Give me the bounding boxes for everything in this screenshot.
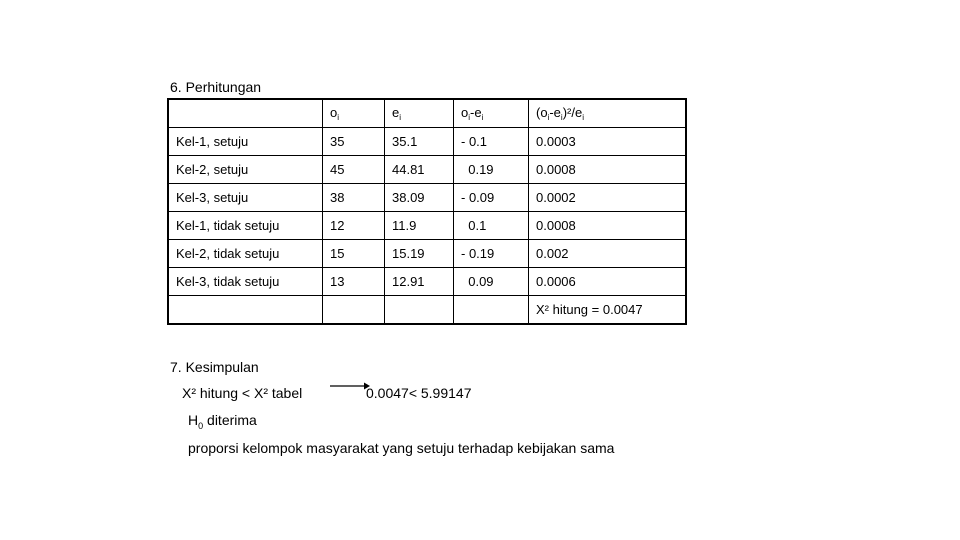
total-empty-cell — [454, 296, 529, 325]
table-row — [168, 212, 686, 240]
expected-value: 11.9 — [385, 212, 454, 240]
chi-component-value: 0.002 — [529, 240, 687, 268]
table-total-row — [168, 296, 686, 325]
table-header-row — [168, 99, 686, 128]
table-row — [168, 268, 686, 296]
expected-value: 38.09 — [385, 184, 454, 212]
chi-component-value: 0.0008 — [529, 156, 687, 184]
observed-value: 15 — [323, 240, 385, 268]
table-row — [168, 156, 686, 184]
expected-value: 44.81 — [385, 156, 454, 184]
total-empty-cell — [323, 296, 385, 325]
header-diff: $o_i-e_i$ — [454, 99, 529, 128]
section-7-title: 7. Kesimpulan — [170, 359, 259, 375]
difference-value: 0.19 — [454, 156, 529, 184]
chi-component-value: 0.0008 — [529, 212, 687, 240]
row-label: Kel-2, setuju — [168, 156, 323, 184]
difference-value: - 0.19 — [454, 240, 529, 268]
expected-value: 35.1 — [385, 128, 454, 156]
arrow-right-icon — [330, 381, 370, 391]
chi-square-total: X² hitung = 0.0047 — [529, 296, 687, 325]
observed-value: 38 — [323, 184, 385, 212]
h0-decision: $H_0$ diterima — [188, 412, 257, 431]
expected-value: 15.19 — [385, 240, 454, 268]
table-row — [168, 128, 686, 156]
difference-value: - 0.1 — [454, 128, 529, 156]
row-label: Kel-3, setuju — [168, 184, 323, 212]
observed-value: 12 — [323, 212, 385, 240]
header-e: $e_i$ — [385, 99, 454, 128]
observed-value: 13 — [323, 268, 385, 296]
row-label: Kel-3, tidak setuju — [168, 268, 323, 296]
difference-value: 0.09 — [454, 268, 529, 296]
calculation-table — [167, 98, 687, 325]
table-row — [168, 184, 686, 212]
row-label: Kel-2, tidak setuju — [168, 240, 323, 268]
chi-component-value: 0.0002 — [529, 184, 687, 212]
comparison-text: X² hitung < X² tabel — [182, 385, 303, 401]
observed-value: 45 — [323, 156, 385, 184]
conclusion-text: proporsi kelompok masyarakat yang setuju terhadap kebijakan sama — [188, 440, 615, 456]
total-empty-cell — [168, 296, 323, 325]
difference-value: 0.1 — [454, 212, 529, 240]
header-chi-component: $(o_i-e_i)^2/e_i$ — [529, 99, 687, 128]
header-o: $o_i$ — [323, 99, 385, 128]
row-label: Kel-1, tidak setuju — [168, 212, 323, 240]
header-empty-cell — [168, 99, 323, 128]
chi-component-value: 0.0003 — [529, 128, 687, 156]
section-6-title: 6. Perhitungan — [170, 79, 262, 95]
observed-value: 35 — [323, 128, 385, 156]
result-text: 0.0047< 5.99147 — [366, 385, 472, 401]
difference-value: - 0.09 — [454, 184, 529, 212]
chi-component-value: 0.0006 — [529, 268, 687, 296]
row-label: Kel-1, setuju — [168, 128, 323, 156]
expected-value: 12.91 — [385, 268, 454, 296]
table-row — [168, 240, 686, 268]
total-empty-cell — [385, 296, 454, 325]
